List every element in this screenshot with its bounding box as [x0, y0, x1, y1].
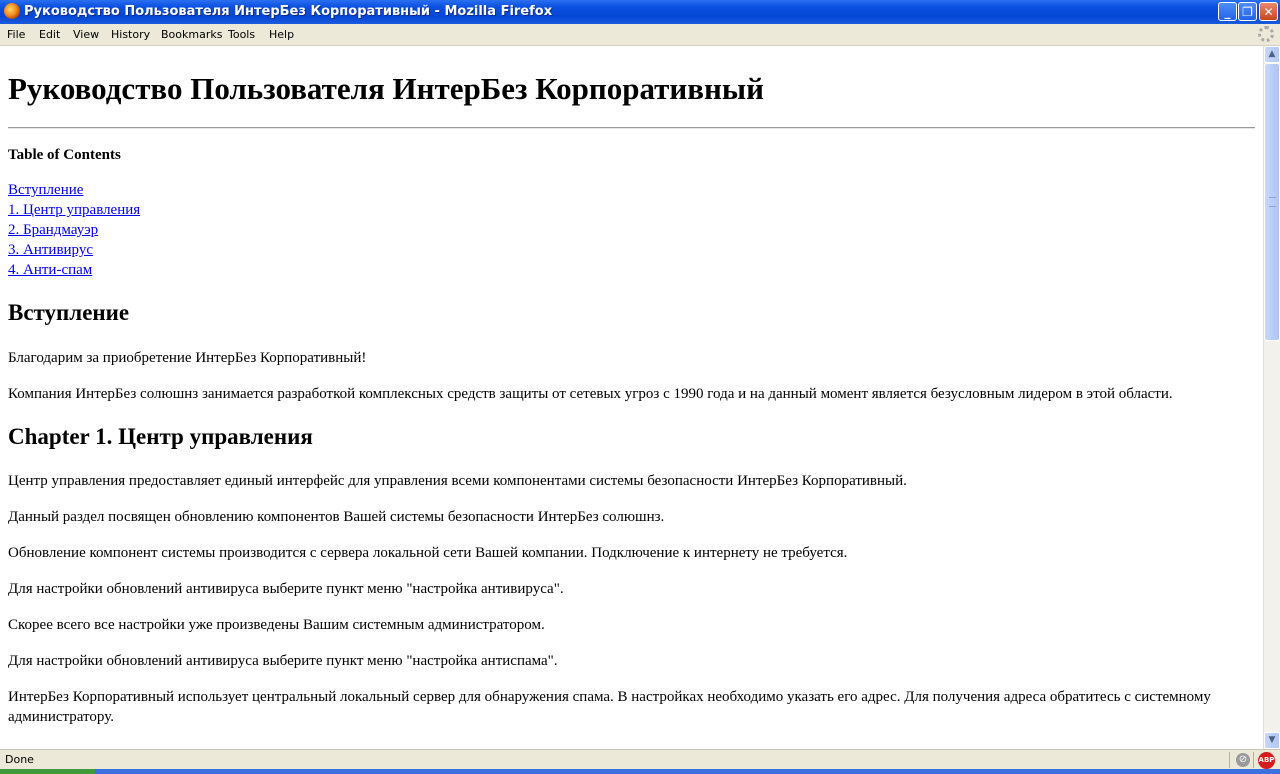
minimize-button[interactable]: _ — [1218, 2, 1237, 21]
paragraph: Для настройки обновлений антивируса выберите пункт меню "настройка антивируса". — [8, 581, 564, 597]
menu-tools[interactable]: Tools — [228, 28, 256, 41]
taskbar — [0, 769, 1280, 774]
paragraph: Данный раздел посвящен обновлению компонентов Вашей системы безопасности ИнтерБез солюшнз. — [8, 509, 665, 525]
status-divider — [1229, 752, 1230, 768]
scroll-up-button[interactable]: ▲ — [1264, 46, 1280, 63]
close-button[interactable]: ✕ — [1259, 2, 1278, 21]
toc-title: Table of Contents — [8, 147, 121, 163]
page-content — [0, 46, 1263, 749]
status-text: Done — [5, 753, 34, 766]
menu-bar — [0, 24, 1280, 46]
throbber-icon — [1258, 26, 1274, 42]
paragraph: Для настройки обновлений антивируса выберите пункт меню "настройка антиспама". — [8, 653, 558, 669]
menu-bookmarks[interactable]: Bookmarks — [161, 28, 223, 41]
toc-link-firewall[interactable]: 2. Брандмауэр — [8, 222, 99, 238]
scroll-down-button[interactable]: ▼ — [1264, 732, 1280, 749]
paragraph: Центр управления предоставляет единый интерфейс для управления всеми компонентами системы безопасности ИнтерБез Корпоративный. — [8, 473, 907, 489]
menu-file[interactable]: File — [7, 28, 26, 41]
toc-link-intro[interactable]: Вступление — [8, 182, 84, 198]
toc-link-control-center[interactable]: 1. Центр управления — [8, 202, 141, 218]
block-icon[interactable]: ⊘ — [1236, 753, 1250, 767]
menu-edit[interactable]: Edit — [39, 28, 61, 41]
menu-help[interactable]: Help — [269, 28, 295, 41]
window-titlebar[interactable] — [0, 0, 1280, 24]
vertical-scrollbar[interactable] — [1263, 46, 1280, 749]
scroll-thumb[interactable] — [1264, 63, 1280, 341]
paragraph: ИнтерБез Корпоративный использует центральный локальный сервер для обнаружения спама. В настройках необходимо указать его адрес. Для получения адреса обратитесь с системному администратору. — [8, 689, 1211, 725]
section-heading-intro: Вступление — [8, 300, 130, 325]
paragraph: Скорее всего все настройки уже произведены Вашим системным администратором. — [8, 617, 545, 633]
adblock-icon[interactable]: ABP — [1258, 752, 1275, 769]
paragraph: Компания ИнтерБез солюшнз занимается разработкой комплексных средств защиты от сетевых угроз с 1990 года и на данный момент является безусловным лидером в этой области. — [8, 386, 1173, 402]
maximize-button[interactable]: ❐ — [1238, 2, 1257, 21]
window-title: Руководство Пользователя ИнтерБез Корпоративный - Mozilla Firefox — [24, 4, 553, 19]
toc-link-antispam[interactable]: 4. Анти-спам — [8, 262, 93, 278]
menu-view[interactable]: View — [73, 28, 100, 41]
grip-icon — [1269, 197, 1276, 207]
status-bar — [0, 749, 1280, 770]
paragraph: Благодарим за приобретение ИнтерБез Корпоративный! — [8, 350, 367, 366]
horizontal-rule — [8, 127, 1255, 129]
menu-history[interactable]: History — [111, 28, 151, 41]
status-divider — [1253, 752, 1254, 768]
toc-link-antivirus[interactable]: 3. Антивирус — [8, 242, 94, 258]
start-button[interactable] — [0, 769, 95, 774]
firefox-icon — [4, 3, 20, 19]
page-title: Руководство Пользователя ИнтерБез Корпоративный — [8, 71, 764, 106]
section-heading-chapter1: Chapter 1. Центр управления — [8, 424, 313, 449]
paragraph: Обновление компонент системы производится с сервера локальной сети Вашей компании. Подключение к интернету не требуется. — [8, 545, 848, 561]
